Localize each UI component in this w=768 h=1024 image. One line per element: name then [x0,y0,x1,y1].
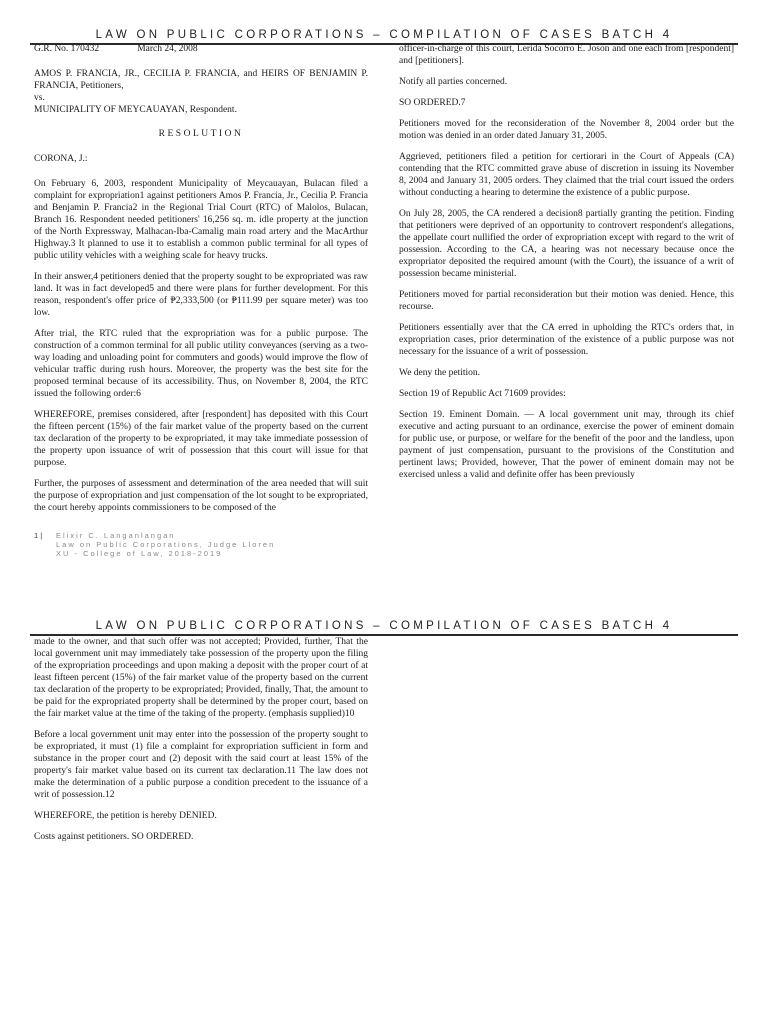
quoted-law: made to the owner, and that such offer was not accepted; Provided, further, That the local government unit may immediately take possession of the property upon the filing of the expropriation proceedings and upon making a deposit with the proper court of at least fifteen percent (15%) of the fair market value of the property based on the current tax declaration of the property to be expropriated; Provided, finally, That, the amount to be paid for the expropriated property shall be determined by the proper court, based on the fair market value at the time of the taking of the property. (emphasis supplied)10 [34,637,368,719]
paragraph: Further, the purposes of assessment and determination of the area needed that will suit the purpose of expropriation and just compensation of the lot sought to be expropriated, the court hereby appoints commissioners to be composed of the [34,479,368,513]
paragraph: In their answer,4 petitioners denied that the property sought to be expropriated was raw land. It was in fact developed5 and there were plans for further development. For this reason, respondent's offer price of ₱2,333,500 (or ₱111.99 per square meter) was too low. [34,272,368,318]
paragraph: On February 6, 2003, respondent Municipality of Meycauayan, Bulacan filed a complaint for expropriation1 against petitioners Amos P. Francia, Jr., Cecilia P. Francia and Benjamin P. Francia2 in the Regional Trial Court (RTC) of Malolos, Bulacan, Branch 16. Respondent needed petitioners' 16,256 sq. m. idle property at the junction of the North Expressway, Malhacan-Iba-Camalig main road artery and the MacArthur Highway.3 It planned to use it to establish a common public terminal for all types of public utility vehicles with a weighing scale for heavy trucks. [34,179,368,261]
paragraph: On July 28, 2005, the CA rendered a decision8 partially granting the petition. Finding that petitioners were deprived of an opportunity to controvert respondent's allegations, the appellate court nullified the order of expropriation except with regard to the writ of possession. According to the CA, a hearing was not necessary because once the expropriator deposited the required amount (with the Court), the issuance of a writ of possession became ministerial. [399,209,734,279]
paragraph: Petitioners moved for the reconsideration of the November 8, 2004 order but the motion was denied in an order dated January 31, 2005. [399,119,734,141]
right-column [399,43,734,490]
footer-school: XU - College of Law, 2018-2019 [56,549,223,558]
paragraph: After trial, the RTC ruled that the expropriation was for a public purpose. The construction of a common terminal for all public utility conveyances (serving as a two-way loading and unloading point for commuters and goods) would improve the flow of vehicular traffic during rush hours. Moreover, the property was the best site for the proposed terminal because of its accessibility. Thus, on November 8, 2004, the RTC issued the following order:6 [34,329,368,399]
paragraph: Before a local government unit may enter into the possession of the property sought to be expropriated, it must (1) file a complaint for expropriation sufficient in form and substance in the proper court and (2) deposit with the said court at least 15% of the property's fair market value based on its current tax declaration.11 The law does not make the determination of a public purpose a condition precedent to the issuance of a writ of possession.12 [34,730,368,800]
paragraph: Notify all parties concerned. [399,77,508,87]
footer-author: Elixir C. Langanlangan [56,531,176,540]
paragraph: SO ORDERED.7 [399,98,466,108]
petitioners: AMOS P. FRANCIA, JR., CECILIA P. FRANCIA, and HEIRS OF BENJAMIN P. FRANCIA, Petitioners, [34,69,368,91]
quoted-order: WHEREFORE, premises considered, after [respondent] has deposited with this Court the fifteen percent (15%) of the fair market value of the property based on the current tax declaration of the property to be expropriated, it may take immediate possession of the property upon issuance of writ of possession that this court will issue for that purpose. [34,410,368,468]
dispositive: WHEREFORE, the petition is hereby DENIED. [34,811,217,821]
paragraph: Costs against petitioners. SO ORDERED. [34,832,194,842]
paragraph: We deny the petition. [399,368,481,378]
quoted-law: Section 19. Eminent Domain. — A local government unit may, through its chief executive and acting pursuant to an ordinance, exercise the power of eminent domain for public use, or purpose, or welfare for the benefit of the poor and the landless, upon payment of just compensation, pursuant to the provisions of the Constitution and pertinent laws; Provided, however, That the power of eminent domain may not be exercised unless a valid and definite offer has been previously [399,410,734,480]
case-date: March 24, 2008 [137,44,198,54]
footer-course: Law on Public Corporations, Judge Lloren [56,540,276,549]
page-footer [34,531,275,558]
paragraph: Petitioners essentially aver that the CA erred in upholding the RTC's orders that, in expropriation cases, prior determination of the existence of a public purpose was not necessary for the issuance of a writ of possession. [399,323,734,357]
left-column [34,636,368,852]
resolution-heading: RESOLUTION [158,129,244,139]
running-header: LAW ON PUBLIC CORPORATIONS – COMPILATION OF CASES BATCH 4 [95,29,673,41]
respondent: MUNICIPALITY OF MEYCAUAYAN, Respondent. [34,105,237,115]
gr-number: G.R. No. 170432 [34,44,100,54]
paragraph: Aggrieved, petitioners filed a petition for certiorari in the Court of Appeals (CA) contending that the RTC committed grave abuse of discretion in issuing its November 8, 2004 and January 31, 2005 orders. They claimed that the trial court issued the orders without conducting a hearing to determine the existence of a public purpose. [399,152,734,198]
paragraph: Petitioners moved for partial reconsideration but their motion was denied. Hence, this recourse. [399,290,734,312]
case-line [34,43,368,55]
document-page-2 [0,575,768,1024]
paragraph: Section 19 of Republic Act 71609 provides: [399,389,566,399]
running-header: LAW ON PUBLIC CORPORATIONS – COMPILATION OF CASES BATCH 4 [95,620,673,632]
left-column [34,43,368,523]
paragraph: officer-in-charge of this court, Lerida Socorro E. Joson and one each from [respondent] and [petitioners]. [399,44,734,66]
page-number: 1 | [34,531,43,540]
ponente: CORONA, J.: [34,154,88,164]
versus: vs. [34,93,45,103]
